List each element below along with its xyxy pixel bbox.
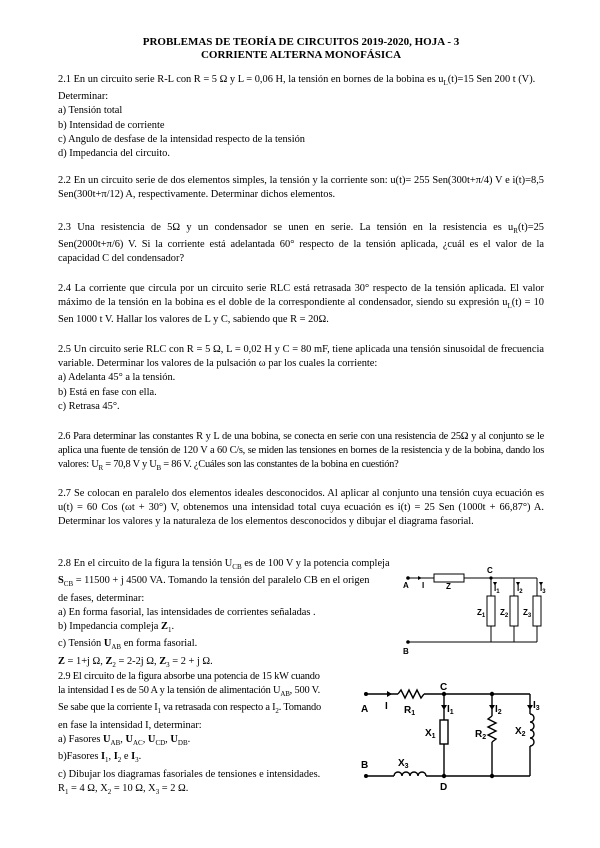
- label-z: Z: [446, 582, 451, 591]
- impedance-z: [434, 574, 464, 582]
- problem-2-2-statement: 2.2 En un circuito serie de dos elementos simples, la tensión y la corriente son: u(t)= 255 Sen(300t+π/4) V e i(t)=8,5 Sen(300t+π/12) A, respectivamente. Determinar dichos elementos.: [58, 175, 544, 201]
- problem-2-9-line: la intensidad I es de 50 A y la tensión de alimentación $U_{AB}$, 500 V.: [58, 685, 321, 699]
- label-i: I: [385, 701, 388, 712]
- problem-2-1-item: a) Tensión total: [58, 105, 123, 117]
- label-a: A: [403, 581, 409, 590]
- problem-2-5-item: b) Está en fase con ella.: [58, 386, 157, 398]
- problem-2-9-line: Se sabe que la corriente $I_1$ va retrasada con respecto a $I_2$. Tomando: [58, 702, 322, 716]
- arrow-icon: [418, 576, 422, 580]
- problem-2-1: [58, 73, 544, 161]
- problem-2-3: [58, 221, 544, 267]
- doc-title: PROBLEMAS DE TEORÍA DE CIRCUITOS 2019-2020, HOJA - 3: [142, 36, 460, 48]
- label-x3: $X_3$: [398, 758, 409, 770]
- problem-2-9-item: a) Fasores $U_{AB}$, $U_{AC}$, $U_{CD}$, $U_{DB}$.: [58, 733, 191, 748]
- node-c: [489, 576, 492, 579]
- circuit-figure-2-8: [402, 564, 552, 656]
- node: [490, 774, 494, 778]
- label-i1: $I_1$: [447, 704, 454, 716]
- node-b: [406, 640, 410, 644]
- problem-2-4-statement: 2.4 La corriente que circula por un circuito serie RLC está retrasada 30° respecto de la tensión aplicada. El valor máximo de la tensión en la bobina es el doble de la correspondiente al condensador, siendo su expresión $u_L(t) = 10$ Sen 1000 t V. Hallar los valores de L y C, sabiendo que R = 20Ω.: [58, 283, 544, 326]
- problem-2-9-values: $R_1 = 4$ Ω, $X_2 = 10$ Ω, $X_3 = 2$ Ω.: [58, 782, 189, 796]
- problem-2-1-statement: 2.1 En un circuito serie R-L con R = 5 Ω y L = 0,06 H, la tensión en bornes de la bobina es $u_L(t)=15$ Sen 200 t (V). Determinar:: [58, 74, 536, 103]
- problem-2-8-item: b) Impedancia compleja $Z_1$.: [58, 620, 175, 635]
- resistor-r1: [398, 690, 424, 698]
- problem-2-5-statement: 2.5 Un circuito serie RLC con R = 5 Ω, L = 0,02 H y C = 80 mF, tiene aplicada una tensión sinusoidal de frecuencia variable. Determinar los valores de la pulsación ω par los cuales la corriente:: [58, 344, 544, 370]
- problem-2-9-item: b)Fasores $I_1$, $I_2$ e $I_3$.: [58, 751, 142, 765]
- problem-2-6-statement: 2.6 Para determinar las constantes R y L de una bobina, se conecta en serie con una resistencia de 25Ω y al conjunto se le aplica una fuente de tensión de 120 V a 60 C/s, se miden las tensiones en bornes de la resistencia y de la bobina, dando los valores: $U_R = 70,8$ V y $U_B = 86$ V. ¿Cuáles son las constantes de la bobina en cuestión?: [58, 431, 544, 473]
- doc-subtitle: CORRIENTE ALTERNA MONOFÁSICA: [200, 49, 402, 61]
- label-x1: $X_1$: [425, 728, 436, 740]
- problem-2-4: [58, 282, 544, 328]
- problem-2-1-item: b) Intensidad de corriente: [58, 119, 165, 131]
- node: [490, 692, 494, 696]
- inductor-x3: [394, 772, 426, 776]
- problem-2-9: [58, 670, 358, 799]
- impedance-z1: [487, 596, 495, 626]
- arrow-icon: [387, 691, 392, 697]
- circuit-figure-2-9: [358, 680, 556, 792]
- label-r1: $R_1$: [404, 705, 416, 717]
- label-i2: $I_2$: [517, 584, 523, 595]
- problem-2-5-item: a) Adelanta 45° a la tensión.: [58, 372, 176, 384]
- problem-2-8-line: 2.8 En el circuito de la figura la tensión $U_{CB}$ es de 100 V y la potencia compleja: [58, 558, 390, 572]
- label-r2: $R_2$: [475, 729, 487, 741]
- problem-2-6: [58, 430, 544, 476]
- problem-2-8: [58, 557, 414, 672]
- node-a: [364, 692, 368, 696]
- label-z1: $Z_1$: [477, 608, 486, 619]
- node-d: [442, 774, 446, 778]
- label-b: B: [403, 647, 409, 656]
- problem-2-5-item: c) Retrasa 45°.: [58, 400, 120, 412]
- problem-2-8-values: Z = 1+j Ω, $Z_2 = 2-2j$ Ω, $Z_3 = 2 + j$ Ω.: [58, 655, 213, 669]
- problem-2-8-item: c) Tensión $U_{AB}$ en forma fasorial.: [58, 638, 198, 652]
- inductor-x2: [530, 714, 534, 746]
- label-d: D: [440, 782, 448, 792]
- label-i3: $I_3$: [540, 584, 546, 595]
- problem-2-9-line: en fase la intensidad I, determinar:: [58, 719, 202, 731]
- reactance-x1: [440, 720, 448, 744]
- label-i1: $I_1$: [494, 584, 500, 595]
- problem-2-7: [58, 487, 544, 530]
- resistor-r2: [488, 716, 496, 742]
- label-b: B: [361, 760, 369, 771]
- problem-2-9-line: 2.9 El circuito de la figura absorbe una potencia de 15 kW cuando: [58, 671, 320, 682]
- label-i: I: [422, 581, 425, 590]
- label-i2: $I_2$: [495, 704, 502, 716]
- label-z3: $Z_3$: [523, 608, 532, 619]
- label-c: C: [487, 566, 493, 575]
- node-a: [406, 576, 410, 580]
- label-c: C: [440, 682, 448, 693]
- label-z2: $Z_2$: [500, 608, 509, 619]
- impedance-z2: [510, 596, 518, 626]
- problem-2-2: [58, 174, 544, 202]
- problem-2-9-item: c) Dibujar los diagramas fasoriales de tensiones e intensidades.: [58, 768, 321, 780]
- page-header: [58, 36, 544, 62]
- problem-2-1-item: c) Angulo de desfase de la intensidad respecto de la tensión: [58, 133, 305, 145]
- problem-2-3-statement: 2.3 Una resistencia de 5Ω y un condensador se unen en serie. La tensión en la resistencia es $u_R(t)=25$ Sen(2000t+π/6) V. Si la corriente está adelantada 60° respecto de la tensión aplicada, ¿cuál es el valor de la capacidad C del condensador?: [58, 222, 544, 265]
- problem-2-8-item: a) En forma fasorial, las intensidades de corrientes señaladas .: [58, 606, 316, 618]
- label-x2: $X_2$: [515, 726, 526, 738]
- problem-2-5: [58, 343, 544, 414]
- problem-2-1-item: d) Impedancia del circuito.: [58, 148, 170, 160]
- problem-2-7-statement: 2.7 Se colocan en paralelo dos elementos ideales desconocidos. Al aplicar al conjunto una tensión cuya ecuación es u(t) = 60 Cos (ωt + 30°) V, obtenemos una intensidad total cuya ecuación es i(t) = 25 Sen (1000t + 66,87°) A. Determinar los valores y la naturaleza de los elementos desconocidos y dibujar el diagrama fasorial.: [58, 488, 544, 528]
- problem-2-8-line: $S_{CB} = 11500 + j$ 4500 VA. Tomando la tensión del paralelo CB en el origen: [58, 575, 370, 589]
- label-a: A: [361, 704, 369, 715]
- impedance-z3: [533, 596, 541, 626]
- problem-2-8-line: de fases, determinar:: [58, 592, 145, 604]
- node-b: [364, 774, 368, 778]
- label-i3: $I_3$: [533, 700, 540, 712]
